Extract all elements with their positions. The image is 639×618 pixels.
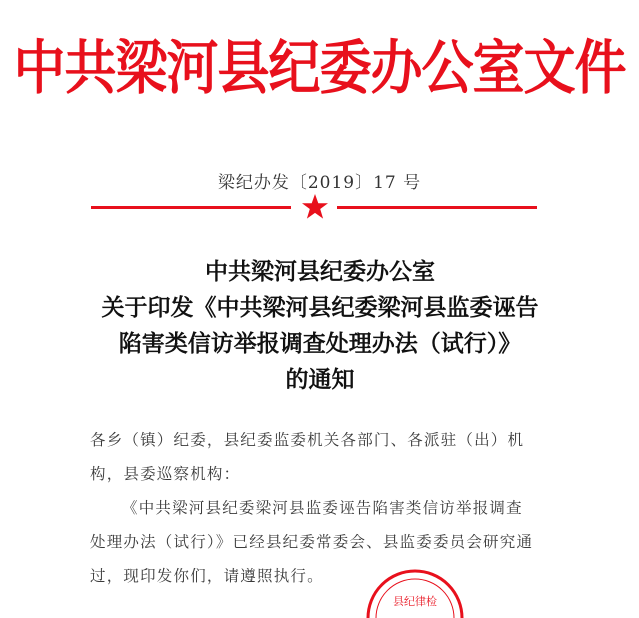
body-line-4: 处理办法（试行）》已经县纪委常委会、县监委委员会研究通 xyxy=(90,533,534,551)
body-line-1: 各乡（镇）纪委，县纪委监委机关各部门、各派驻（出）机 xyxy=(90,431,525,449)
red-rule-right xyxy=(337,206,537,209)
seal-text: 县纪律检 xyxy=(393,595,437,608)
red-rule-left xyxy=(91,206,291,209)
notice-title-line-1: 中共梁河县纪委办公室 xyxy=(205,258,435,285)
notice-title-line-4: 的通知 xyxy=(285,366,355,393)
notice-title-line-2: 关于印发《中共梁河县纪委梁河县监委诬告 xyxy=(101,294,539,321)
document-number: 梁纪办发〔2019〕17 号 xyxy=(217,173,422,193)
masthead-title: 中共梁河县纪委办公室文件 xyxy=(13,35,626,103)
official-seal-stamp xyxy=(360,578,470,618)
body-line-2: 构，县委巡察机构： xyxy=(90,465,241,483)
body-line-3: 《中共梁河县纪委梁河县监委诬告陷害类信访举报调查 xyxy=(122,499,523,517)
notice-title-line-3: 陷害类信访举报调查处理办法（试行）》 xyxy=(118,330,522,357)
body-line-5: 过，现印发你们，请遵照执行。 xyxy=(90,567,324,585)
red-star-icon xyxy=(301,193,329,221)
